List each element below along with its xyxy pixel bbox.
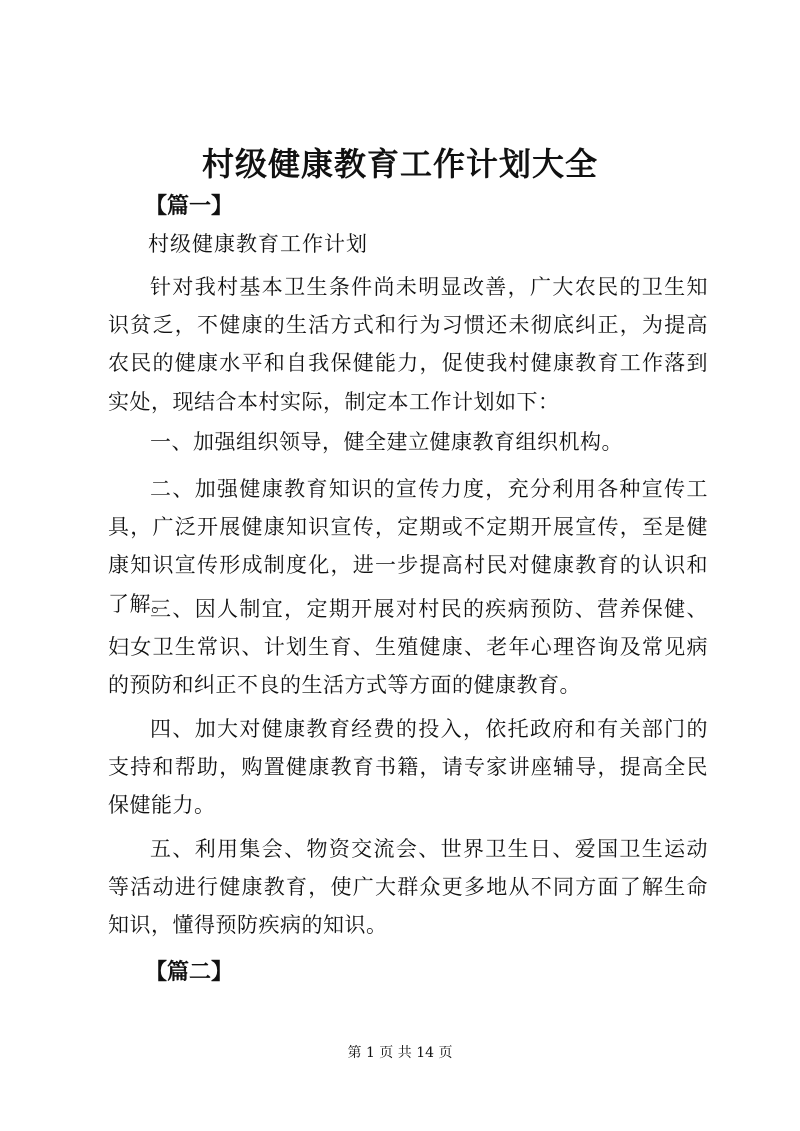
document-title: 村级健康教育工作计划大全 (201, 145, 598, 183)
paragraph-item-2: 二、加强健康教育知识的宣传力度，充分利用各种宣传工具，广泛开展健康知识宣传，定期或不定期开展宣传，至是健康知识宣传形成制度化，进一步提高村民对健康教育的认识和了解。 (108, 477, 708, 616)
paragraph-intro: 针对我村基本卫生条件尚未明显改善，广大农民的卫生知识贫乏，不健康的生活方式和行为习惯还未彻底纠正，为提高农民的健康水平和自我保健能力，促使我村健康教育工作落到实处，现结合本村实际，制定本工作计划如下： (108, 275, 708, 414)
paragraph-item-3: 三、因人制宜，定期开展对村民的疾病预防、营养保健、妇女卫生常识、计划生育、生殖健康、老年心理咨询及常见病的预防和纠正不良的生活方式等方面的健康教育。 (108, 597, 708, 698)
section-label-part-one: 【篇一】 (145, 193, 234, 219)
section-label-part-two: 【篇二】 (145, 959, 234, 985)
page-footer: 第 1 页 共 14 页 (347, 1045, 453, 1061)
paragraph-item-5: 五、利用集会、物资交流会、世界卫生日、爱国卫生运动等活动进行健康教育，使广大群众更多地从不同方面了解生命知识，懂得预防疾病的知识。 (108, 837, 708, 938)
paragraph-item-1: 一、加强组织领导，健全建立健康教育组织机构。 (150, 430, 623, 454)
paragraph-item-4: 四、加大对健康教育经费的投入，依托政府和有关部门的支持和帮助，购置健康教育书籍，请专家讲座辅导，提高全民保健能力。 (108, 717, 708, 818)
document-subtitle: 村级健康教育工作计划 (148, 232, 368, 256)
